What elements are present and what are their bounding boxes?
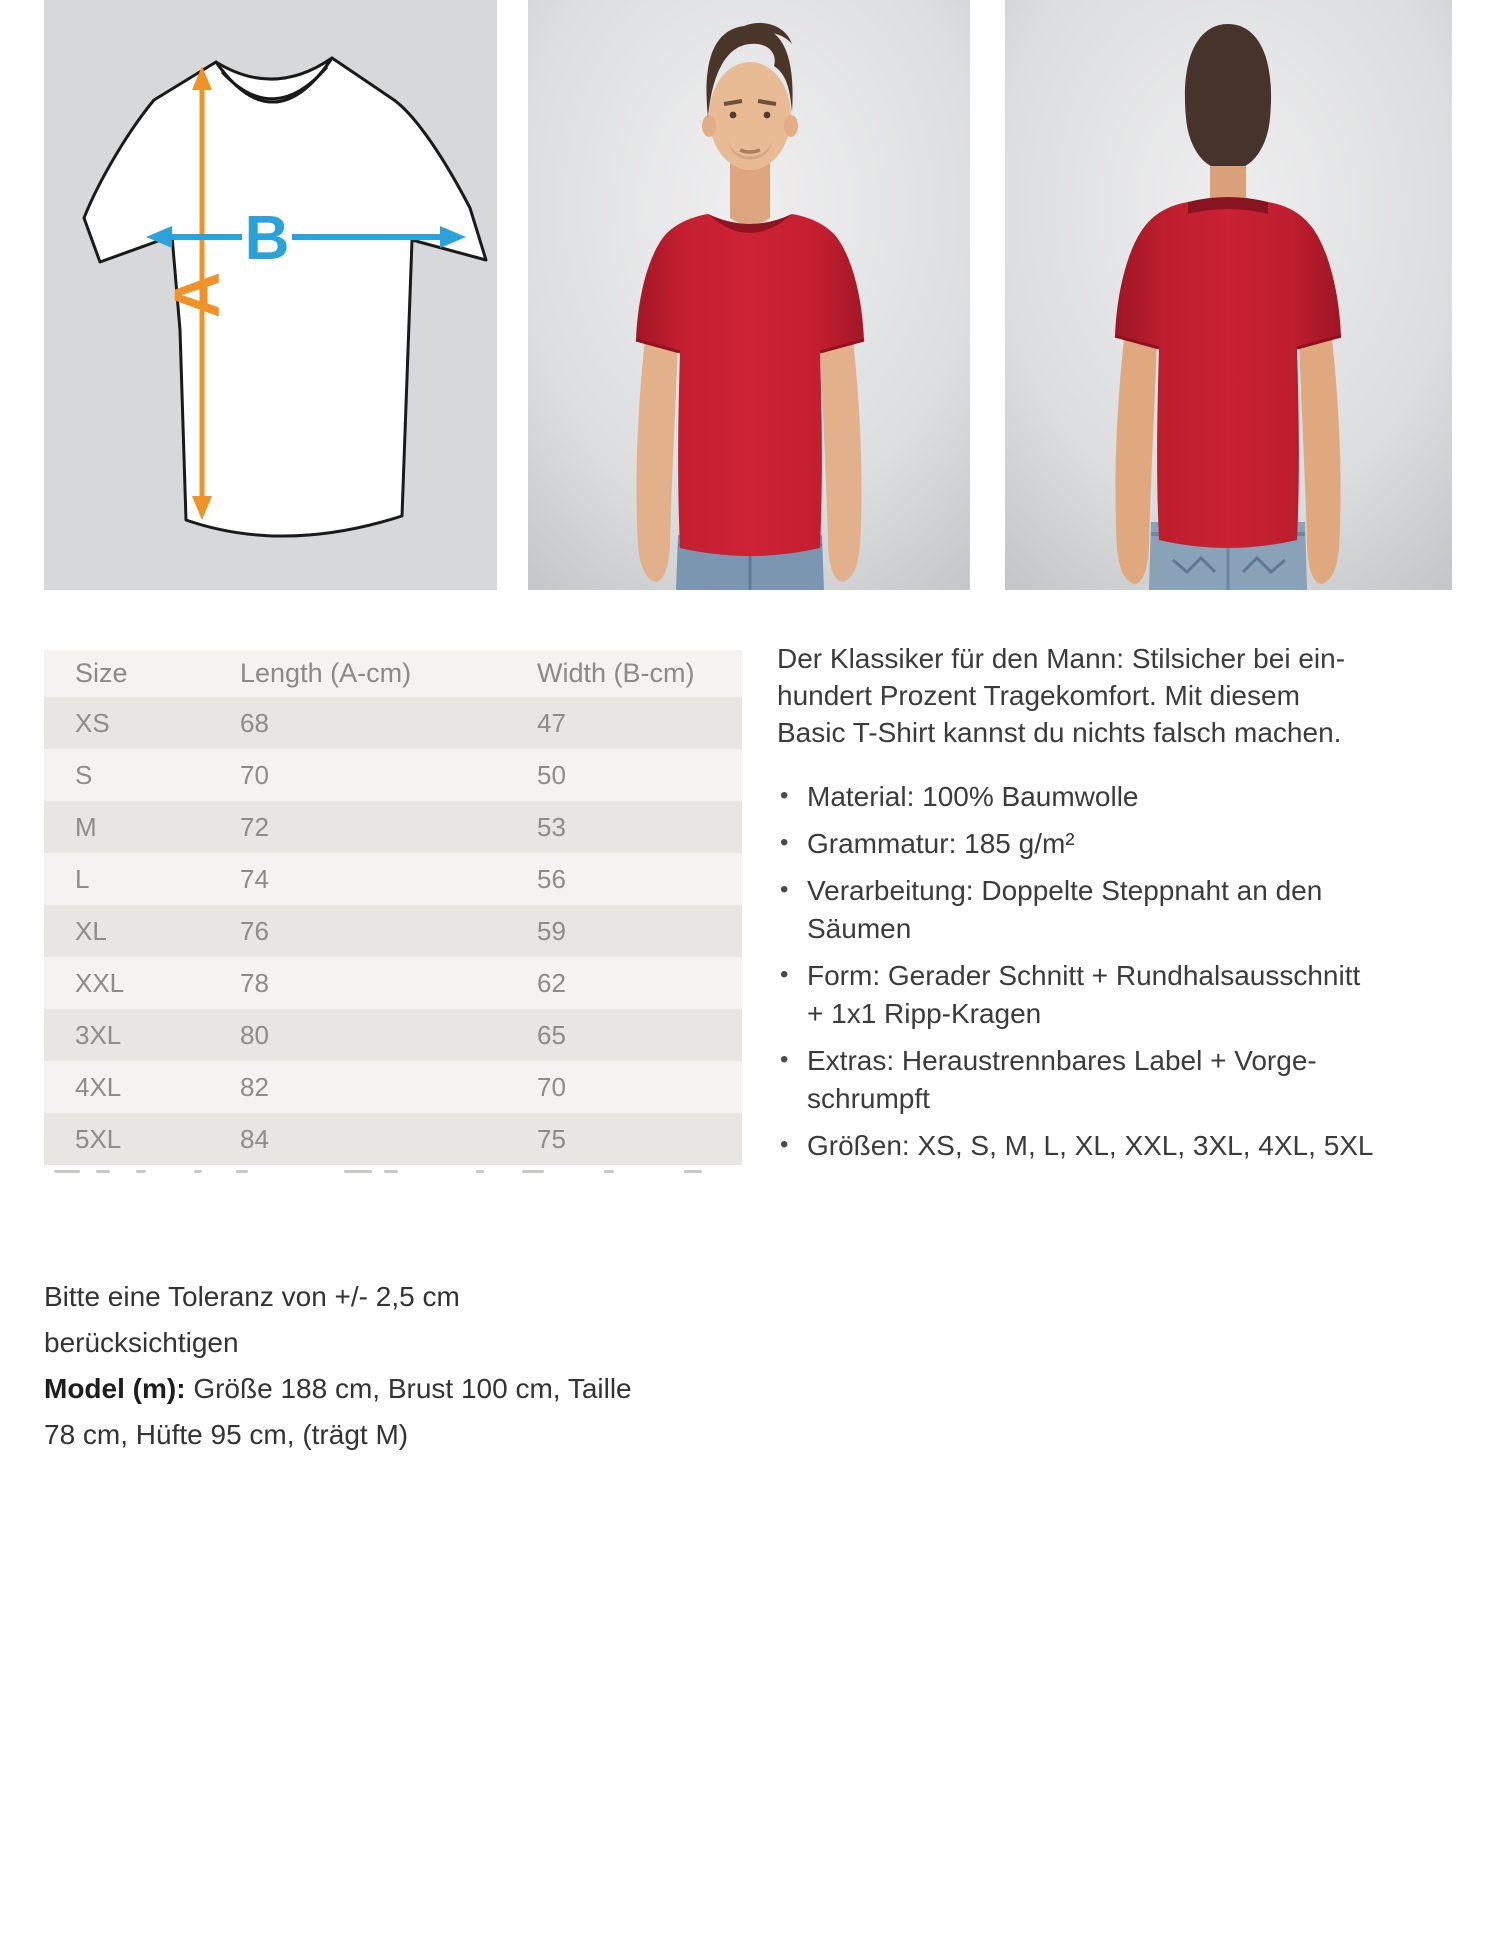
- length-cell: 84: [209, 1113, 506, 1165]
- size-cell: L: [44, 853, 209, 905]
- model-details: Größe 188 cm, Brust 100 cm, Taille 78 cm, Hüfte 95 cm, (trägt M): [44, 1373, 632, 1450]
- table-row: [44, 1009, 742, 1061]
- table-row: [44, 957, 742, 1009]
- description-intro: Der Klassiker für den Mann: Stilsicher bei ein- hundert Prozent Tragekomfort. Mit diesem Basic T-Shirt kannst du nichts falsch machen.: [777, 643, 1346, 748]
- length-cell: 82: [209, 1061, 506, 1113]
- length-cell: 80: [209, 1009, 506, 1061]
- table-row: [44, 1061, 742, 1113]
- table-row: [44, 697, 742, 749]
- size-table-body: [44, 697, 742, 1165]
- table-row: [44, 801, 742, 853]
- size-cell: XXL: [44, 957, 209, 1009]
- measure-label-a: A: [160, 271, 233, 319]
- width-cell: 53: [506, 801, 742, 853]
- clipped-row-artifact: [44, 1168, 742, 1176]
- column-header-size: Size: [44, 650, 209, 697]
- feature-item: • Material: 100% Baumwolle: [777, 778, 1425, 816]
- width-cell: 70: [506, 1061, 742, 1113]
- column-header-width: Width (B-cm): [506, 650, 742, 697]
- measure-label-b: B: [244, 204, 290, 273]
- length-cell: 76: [209, 905, 506, 957]
- model-front-photo: [528, 0, 970, 590]
- tolerance-note: Bitte eine Toleranz von +/- 2,5 cm berücksichtigen: [44, 1281, 460, 1358]
- model-measurements: [44, 1366, 634, 1458]
- size-cell: 3XL: [44, 1009, 209, 1061]
- size-cell: 5XL: [44, 1113, 209, 1165]
- feature-item: • Größen: XS, S, M, L, XL, XXL, 3XL, 4XL, 5XL: [777, 1127, 1425, 1165]
- size-cell: S: [44, 749, 209, 801]
- length-cell: 74: [209, 853, 506, 905]
- feature-list: [777, 778, 1425, 1165]
- product-description: [777, 640, 1425, 1174]
- size-cell: 4XL: [44, 1061, 209, 1113]
- size-table: [44, 650, 742, 1165]
- length-cell: 68: [209, 697, 506, 749]
- size-cell: XS: [44, 697, 209, 749]
- feature-item: • Extras: Heraustrennbares Label + Vorge- schrumpft: [777, 1042, 1425, 1118]
- size-cell: M: [44, 801, 209, 853]
- width-cell: 50: [506, 749, 742, 801]
- tshirt-measure-diagram: [44, 0, 497, 590]
- table-row: [44, 905, 742, 957]
- model-back-illustration: [1005, 0, 1452, 590]
- width-cell: 62: [506, 957, 742, 1009]
- table-row: [44, 749, 742, 801]
- width-cell: 75: [506, 1113, 742, 1165]
- measurement-notes: [44, 1228, 634, 1504]
- length-cell: 70: [209, 749, 506, 801]
- hair-back: [1185, 24, 1271, 166]
- length-cell: 78: [209, 957, 506, 1009]
- model-label: Model (m):: [44, 1373, 186, 1404]
- face: [709, 62, 791, 170]
- size-diagram-panel: [44, 0, 497, 590]
- table-header-row: [44, 650, 742, 697]
- length-cell: 72: [209, 801, 506, 853]
- table-row: [44, 853, 742, 905]
- width-cell: 65: [506, 1009, 742, 1061]
- table-row: [44, 1113, 742, 1165]
- model-back-photo: [1005, 0, 1452, 590]
- feature-item: • Verarbeitung: Doppelte Steppnaht an den Säumen: [777, 872, 1425, 948]
- ear-left: [702, 115, 716, 137]
- model-front-illustration: [528, 0, 970, 590]
- size-cell: XL: [44, 905, 209, 957]
- column-header-length: Length (A-cm): [209, 650, 506, 697]
- tshirt-outline: [84, 58, 486, 536]
- feature-item: • Grammatur: 185 g/m²: [777, 825, 1425, 863]
- width-cell: 56: [506, 853, 742, 905]
- feature-item: • Form: Gerader Schnitt + Rundhalsausschnitt + 1x1 Ripp-Kragen: [777, 957, 1425, 1033]
- width-cell: 47: [506, 697, 742, 749]
- width-cell: 59: [506, 905, 742, 957]
- ear-right: [784, 115, 798, 137]
